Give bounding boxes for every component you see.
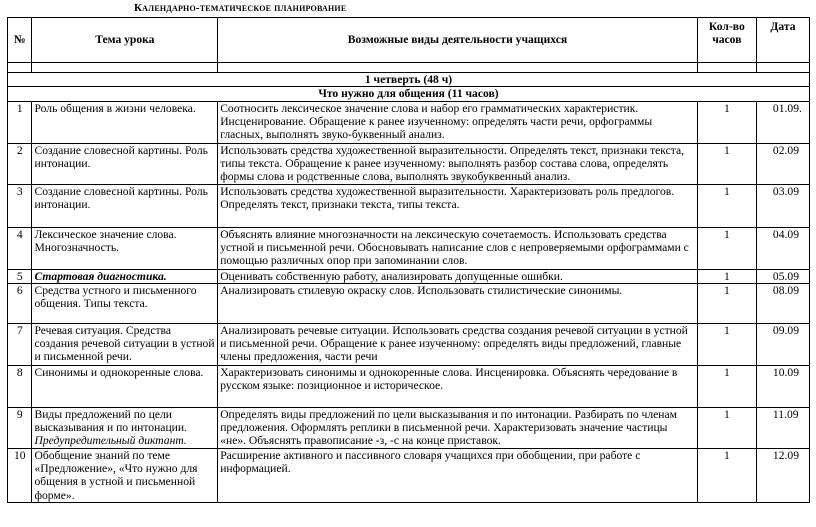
- row-hours: 1: [697, 101, 756, 143]
- row-num: 2: [8, 143, 32, 184]
- row-date: 10.09: [756, 365, 809, 407]
- header-activities: Возможные виды деятельности учащихся: [218, 18, 698, 63]
- row-num: 7: [8, 323, 32, 365]
- table-row: [8, 143, 810, 184]
- row-topic: Средства устного и письменного общения. Типы текста.: [32, 283, 218, 323]
- document-title: Календарно-тематическое планирование: [134, 2, 347, 14]
- header-topic: Тема урока: [32, 18, 218, 63]
- row-date: 09.09: [756, 323, 809, 365]
- spacer-cell: [8, 63, 32, 73]
- row-topic: Создание словесной картины. Роль интонации.: [32, 184, 218, 227]
- row-num: 9: [8, 407, 32, 448]
- row-activities: Расширение активного и пассивного словаря учащихся при обобщении, при работе с информацией.: [218, 448, 698, 502]
- table-row: [8, 323, 810, 365]
- row-topic: Создание словесной картины. Роль интонации.: [32, 143, 218, 184]
- header-date: Дата: [756, 18, 809, 63]
- row-date: 01.09.: [756, 101, 809, 143]
- row-topic: Роль общения в жизни человека.: [32, 101, 218, 143]
- row-topic: [32, 407, 218, 448]
- row-activities: Использовать средства художественной выразительности. Определять текст, признаки текста, типы текста. Обращение к ранее изученному: выполнять разбор состава слова, определять формы слова и родственные слова, выполнять звукобуквенный анализ.: [218, 143, 698, 184]
- row-date: 02.09: [756, 143, 809, 184]
- header-hours: Кол-во часов: [697, 18, 756, 63]
- table-row: [8, 101, 810, 143]
- lesson-plan-table: [7, 17, 810, 503]
- section-row: [8, 87, 810, 101]
- table-header-row: [8, 18, 810, 63]
- table-row: [8, 365, 810, 407]
- row-hours: 1: [697, 143, 756, 184]
- row-hours: 1: [697, 283, 756, 323]
- row-date: 04.09: [756, 227, 809, 269]
- row-num: 5: [8, 269, 32, 283]
- table-row: [8, 184, 810, 227]
- row-num: 4: [8, 227, 32, 269]
- spacer-cell: [218, 63, 698, 73]
- spacer-cell: [756, 63, 809, 73]
- table-row: [8, 227, 810, 269]
- row-num: 8: [8, 365, 32, 407]
- row-activities: Использовать средства художественной выразительности. Характеризовать роль предлогов. Определять текст, признаки текста, типы текста.: [218, 184, 698, 227]
- row-topic-note: Предупредительный диктант.: [34, 434, 187, 448]
- spacer-cell: [32, 63, 218, 73]
- row-topic: Обобщение знаний по теме «Предложение», «Что нужно для общения в устной и письменной форме».: [32, 448, 218, 502]
- table-row: [8, 269, 810, 283]
- row-hours: 1: [697, 227, 756, 269]
- row-num: 3: [8, 184, 32, 227]
- row-activities: Анализировать стилевую окраску слов. Использовать стилистические синонимы.: [218, 283, 698, 323]
- row-num: 10: [8, 448, 32, 502]
- table-row: [8, 283, 810, 323]
- row-hours: 1: [697, 407, 756, 448]
- row-activities: Объяснять влияние многозначности на лексическую сочетаемость. Использовать средства устной и письменной речи. Обосновывать написание слов с непроверяемыми орфограммами с помощью различных опор при запоминании слов.: [218, 227, 698, 269]
- row-topic: Стартовая диагностика.: [32, 269, 218, 283]
- row-date: 08.09: [756, 283, 809, 323]
- header-num: №: [8, 18, 32, 63]
- row-hours: 1: [697, 448, 756, 502]
- row-hours: 1: [697, 365, 756, 407]
- row-hours: 1: [697, 184, 756, 227]
- row-num: 1: [8, 101, 32, 143]
- row-date: 05.09: [756, 269, 809, 283]
- row-topic: Лексическое значение слова. Многозначность.: [32, 227, 218, 269]
- row-date: 11.09: [756, 407, 809, 448]
- row-activities: Определять виды предложений по цели высказывания и по интонации. Разбирать по членам предложения. Оформлять реплики в письменной речи. Характеризовать значение частицы «не». Объяснять правописание -з, -с на конце приставок.: [218, 407, 698, 448]
- row-topic: Синонимы и однокоренные слова.: [32, 365, 218, 407]
- row-hours: 1: [697, 323, 756, 365]
- quarter-row: [8, 73, 810, 87]
- row-activities: Соотносить лексическое значение слова и набор его грамматических характеристик. Инсценирование. Обращение к ранее изученному: определять части речи, орфограммы гласных, выполнять звуко-буквенный анализ.: [218, 101, 698, 143]
- spacer-cell: [697, 63, 756, 73]
- row-num: 6: [8, 283, 32, 323]
- row-hours: 1: [697, 269, 756, 283]
- table-row: [8, 448, 810, 502]
- quarter-heading: 1 четверть (48 ч): [8, 73, 810, 87]
- row-topic-text: Виды предложений по цели высказывания и по интонации.: [34, 407, 187, 435]
- spacer-row: [8, 63, 810, 73]
- row-activities: Характеризовать синонимы и однокоренные слова. Инсценировка. Объяснять чередование в русском языке: позиционное и историческое.: [218, 365, 698, 407]
- row-date: 03.09: [756, 184, 809, 227]
- table-row: [8, 407, 810, 448]
- section-heading: Что нужно для общения (11 часов): [8, 87, 810, 101]
- row-activities: Анализировать речевые ситуации. Использовать средства создания речевой ситуации в устной и письменной речи. Обращение к ранее изученному: определять виды предложений, главные члены предложения, части речи: [218, 323, 698, 365]
- row-topic: Речевая ситуация. Средства создания речевой ситуации в устной и письменной речи.: [32, 323, 218, 365]
- row-activities: Оценивать собственную работу, анализировать допущенные ошибки.: [218, 269, 698, 283]
- row-date: 12.09: [756, 448, 809, 502]
